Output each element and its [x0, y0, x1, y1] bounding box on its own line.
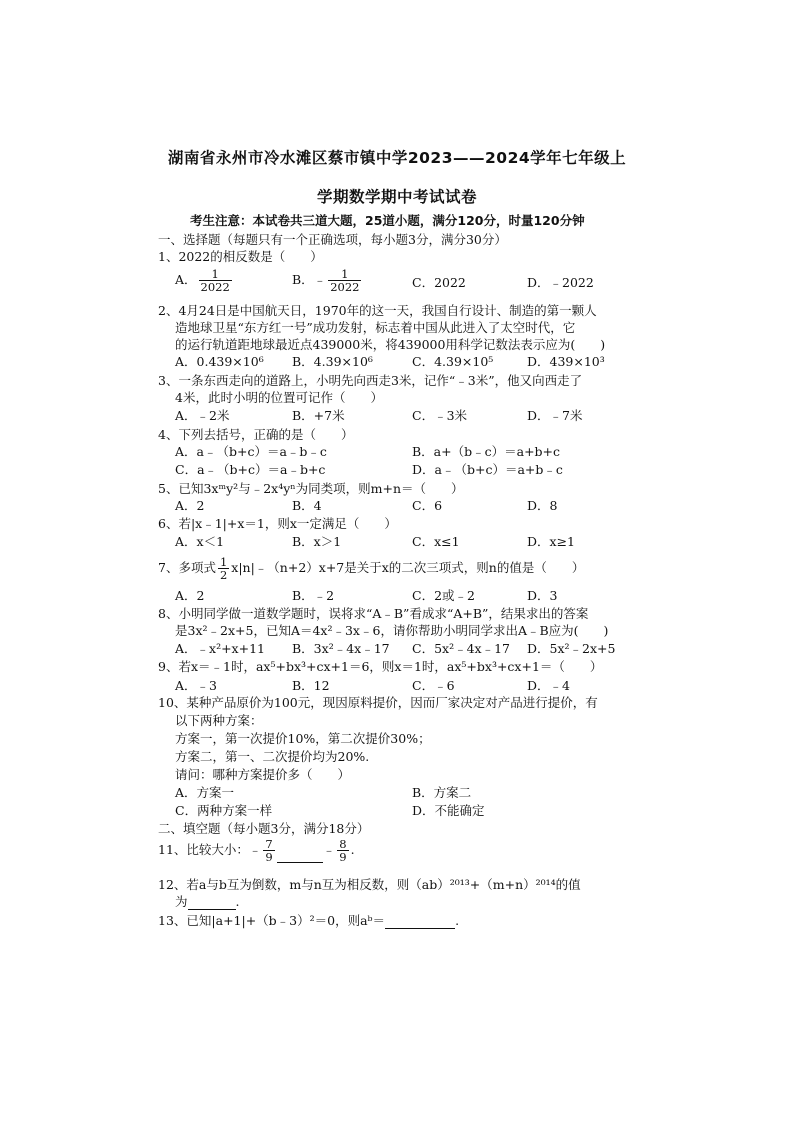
q9-option-b: B．12	[292, 678, 330, 693]
q1-option-c: C．2022	[412, 275, 466, 290]
q2-option-a: A．0.439×10⁶	[175, 354, 264, 369]
q12-line2: 为 .	[175, 894, 240, 909]
q3-option-d: D．﹣7米	[527, 408, 583, 423]
q3-option-c: C．﹣3米	[412, 408, 468, 423]
q2-line1: 2、4月24日是中国航天日，1970年的这一天，我国自行设计、制造的第一颗人	[158, 303, 597, 318]
q5-option-c: C．6	[412, 498, 443, 513]
q10-question: 请问：哪种方案提价多（ ）	[175, 767, 351, 782]
q4-option-c: C．a﹣（b+c）＝a﹣b+c	[175, 462, 326, 477]
q6-stem: 6、若|x﹣1|+x＝1，则x一定满足（ ）	[158, 516, 397, 531]
q3-option-b: B．+7米	[292, 408, 345, 423]
q2-line3: 的运行轨道距地球最近点439000米，将439000用科学记数法表示应为( )	[175, 337, 606, 352]
q7-option-a: A．2	[175, 588, 205, 603]
q8-option-b: B．3x²﹣4x﹣17	[292, 641, 390, 656]
q10-option-d: D．不能确定	[412, 803, 485, 818]
q6-option-b: B．x＞1	[292, 534, 342, 549]
q9-option-c: C．﹣6	[412, 678, 455, 693]
q9-option-a: A．﹣3	[175, 678, 217, 693]
q8-option-c: C．5x²﹣4x﹣17	[412, 641, 510, 656]
q5-option-a: A．2	[175, 498, 205, 513]
section-2-heading: 二、填空题（每小题3分，满分18分）	[158, 821, 370, 836]
q10-line1: 10、某种产品原价为100元，现因原料提价，因而厂家决定对产品进行提价，有	[158, 695, 598, 710]
q13-answer-blank[interactable]	[385, 914, 455, 929]
q2-line2: 造地球卫星“东方红一号”成功发射，标志着中国从此进入了太空时代，它	[175, 320, 576, 335]
q1-option-b: B．﹣ $\frac{1}{2022}$	[292, 267, 360, 294]
exam-title-line1: 湖南省永州市冷水滩区蔡市镇中学2023——2024学年七年级上	[167, 149, 627, 167]
q7-stem: 7、多项式 $\frac{1}{2}$ x|n|﹣（n+2）x+7是关于x的二次三项式，则n的值是（ ）	[158, 555, 585, 582]
q11-fraction-2: $\frac{8}{9}$	[339, 837, 347, 864]
q10-option-c: C．两种方案一样	[175, 803, 273, 818]
exam-title-line2: 学期数学期中考试试卷	[316, 188, 477, 206]
q10-plan-1: 方案一，第一次提价10%，第二次提价30%；	[175, 731, 431, 746]
q13-stem: 13、已知|a+1|+（b﹣3）²＝0，则aᵇ＝ .	[158, 913, 460, 928]
q3-line2: 4米，此时小明的位置可记作（ ）	[175, 390, 383, 405]
q4-option-a: A．a﹣（b+c）＝a﹣b﹣c	[175, 444, 327, 459]
q8-option-d: D．5x²﹣2x+5	[527, 641, 616, 656]
q5-option-b: B．4	[292, 498, 322, 513]
q6-option-a: A．x＜1	[175, 534, 225, 549]
q1-b-fraction: $\frac{1}{2022}$	[330, 267, 360, 294]
q7-option-c: C．2或﹣2	[412, 588, 475, 603]
q8-option-a: A．﹣x²+x+11	[175, 641, 265, 656]
q6-option-d: D．x≥1	[527, 534, 575, 549]
q10-line2: 以下两种方案：	[175, 713, 263, 728]
q10-plan-2: 方案二，第一、二次提价均为20%.	[175, 749, 370, 764]
q4-option-b: B．a+（b﹣c）＝a+b+c	[412, 444, 561, 459]
q1-option-d: D．﹣2022	[527, 275, 594, 290]
q1-option-a: A． $\frac{1}{2022}$	[175, 267, 230, 294]
q2-option-c: C．4.39×10⁵	[412, 354, 494, 369]
q8-line1: 8、小明同学做一道数学题时，误将求“A﹣B”看成求“A+B”，结果求出的答案	[158, 606, 589, 621]
q1-stem: 1、2022的相反数是（ ）	[158, 249, 323, 264]
q10-option-a: A．方案一	[175, 785, 235, 800]
q4-stem: 4、下列去括号，正确的是（ ）	[158, 427, 354, 442]
q5-option-d: D．8	[527, 498, 558, 513]
q3-line1: 3、一条东西走向的道路上，小明先向西走3米，记作“﹣3米”，他又向西走了	[158, 373, 583, 388]
q11-stem: 11、比较大小：﹣ $\frac{7}{9}$ ﹣ $\frac{8}{9}$ .	[158, 837, 355, 864]
q10-option-b: B．方案二	[412, 785, 472, 800]
q7-option-b: B．﹣2	[292, 588, 335, 603]
q5-stem: 5、已知3xᵐy²与﹣2x⁴yⁿ为同类项，则m+n＝（ ）	[158, 481, 464, 496]
q4-option-d: D．a﹣（b+c）＝a+b﹣c	[412, 462, 563, 477]
q6-option-c: C．x≤1	[412, 534, 460, 549]
q9-option-d: D．﹣4	[527, 678, 570, 693]
q12-answer-blank[interactable]	[188, 895, 236, 910]
q2-option-d: D．439×10³	[527, 354, 605, 369]
q11-answer-blank[interactable]	[277, 848, 323, 863]
q3-option-a: A．﹣2米	[175, 408, 230, 423]
q7-option-d: D．3	[527, 588, 558, 603]
q2-option-b: B．4.39×10⁶	[292, 354, 373, 369]
q9-stem: 9、若x＝﹣1时，ax⁵+bx³+cx+1＝6，则x＝1时，ax⁵+bx³+cx+1＝（ ）	[158, 659, 603, 674]
q12-line1: 12、若a与b互为倒数，m与n互为相反数，则（ab）²⁰¹³+（m+n）²⁰¹⁴的值	[158, 877, 581, 892]
q1-a-fraction: $\frac{1}{2022}$	[200, 267, 230, 294]
q7-fraction: $\frac{1}{2}$	[219, 555, 228, 582]
q11-fraction-1: $\frac{7}{9}$	[265, 837, 273, 864]
q8-line2: 是3x²﹣2x+5，已知A＝4x²﹣3x﹣6，请你帮助小明同学求出A﹣B应为( )	[175, 623, 609, 638]
section-1-heading: 一、选择题（每题只有一个正确选项，每小题3分，满分30分）	[158, 232, 507, 247]
exam-notice: 考生注意：本试卷共三道大题，25道小题，满分120分，时量120分钟	[190, 213, 585, 228]
